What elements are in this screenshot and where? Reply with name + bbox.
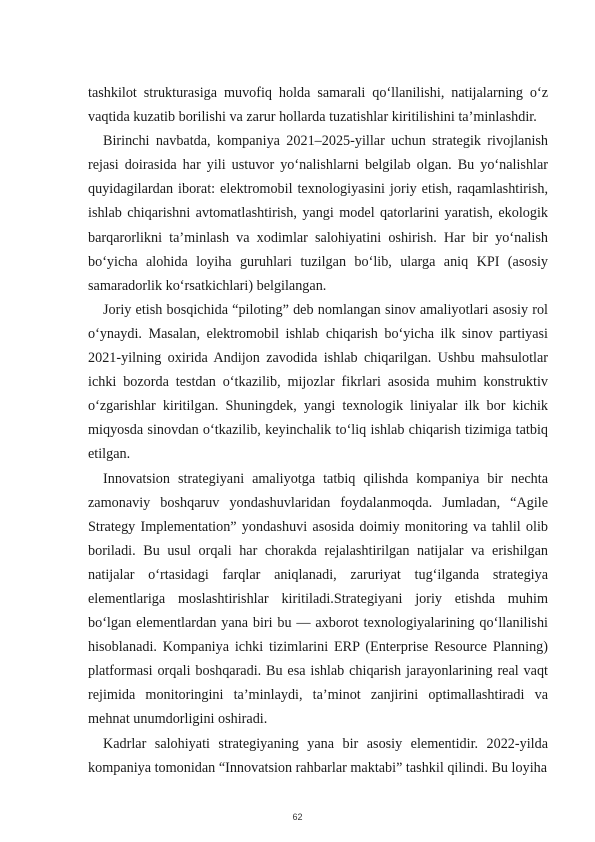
page-number: 62 (292, 812, 303, 822)
paragraph-continuation: tashkilot strukturasiga muvofiq holda samarali qo‘llanilishi, natijalarning o‘z vaqtida kuzatib borilishi va zarur hollarda tuzatishlar kiritilishini ta’minlashdir. (88, 85, 548, 126)
paragraph-piloting: Joriy etish bosqichida “piloting” deb nomlangan sinov amaliyotlari asosiy rol o‘ynaydi. Masalan, elektromobil ishlab chiqarish bo‘yicha ilk sinov partiyasi 2021-yilning oxirida Andijon zavodida ishlab chiqarilgan. Ushbu mahsulotlar ichki bozorda testdan o‘tkazilib, mijozlar fikrlari asosida muhim konstruktiv o‘zgarishlar kiritilgan. Shuningdek, yangi texnologik liniyalar ilk bor kichik miqyosda sinovdan o‘tkazilib, keyinchalik to‘liq ishlab chiqarish tizimiga tatbiq etilgan. (88, 301, 548, 463)
body-text (88, 81, 548, 780)
paragraph-strategic-plan: Birinchi navbatda, kompaniya 2021–2025-yillar uchun strategik rivojlanish rejasi doirasida har yili ustuvor yo‘nalishlarni belgilab olgan. Bu yo‘nalishlar quyidagilardan iborat: elektromobil texnologiyasini joriy etish, raqamlashtirish, ishlab chiqarishni avtomatlashtirish, yangi model qatorlarini yaratish, ekologik barqarorlikni ta’minlash va xodimlar salohiyatini oshirish. Har bir yo‘nalish bo‘yicha alohida loyiha guruhlari tuzilgan bo‘lib, ularga aniq KPI (asosiy samaradorlik ko‘rsatkichlari) belgilangan. (88, 133, 548, 294)
paragraph-personnel-potential: Kadrlar salohiyati strategiyaning yana bir asosiy elementidir. 2022-yilda kompaniya tomonidan “Innovatsion rahbarlar maktabi” tashkil qilindi. Bu loyiha (88, 735, 548, 776)
paragraph-management-approaches: Innovatsion strategiyani amaliyotga tatbiq qilishda kompaniya bir nechta zamonaviy boshqaruv yondashuvlaridan foydalanmoqda. Jumladan, “Agile Strategy Implementation” yondashuvi asosida doimiy monitoring va tahlil olib boriladi. Bu usul orqali har chorakda rejalashtirilgan natijalar va erishilgan natijalar o‘rtasidagi farqlar aniqlanadi, zaruriyat tug‘ilganda strategiya elementlariga moslashtirishlar kiritiladi.Strategiyani joriy etishda muhim bo‘lgan elementlardan yana biri bu — axborot texnologiyalarining qo‘llanilishi hisoblanadi. Kompaniya ichki tizimlarini ERP (Enterprise Resource Planning) platformasi orqali boshqaradi. Bu esa ishlab chiqarish jarayonlarining real vaqt rejimida monitoringini ta’minlaydi, ta’minot zanjirini optimallashtiradi va mehnat unumdorligini oshiradi. (88, 470, 548, 728)
